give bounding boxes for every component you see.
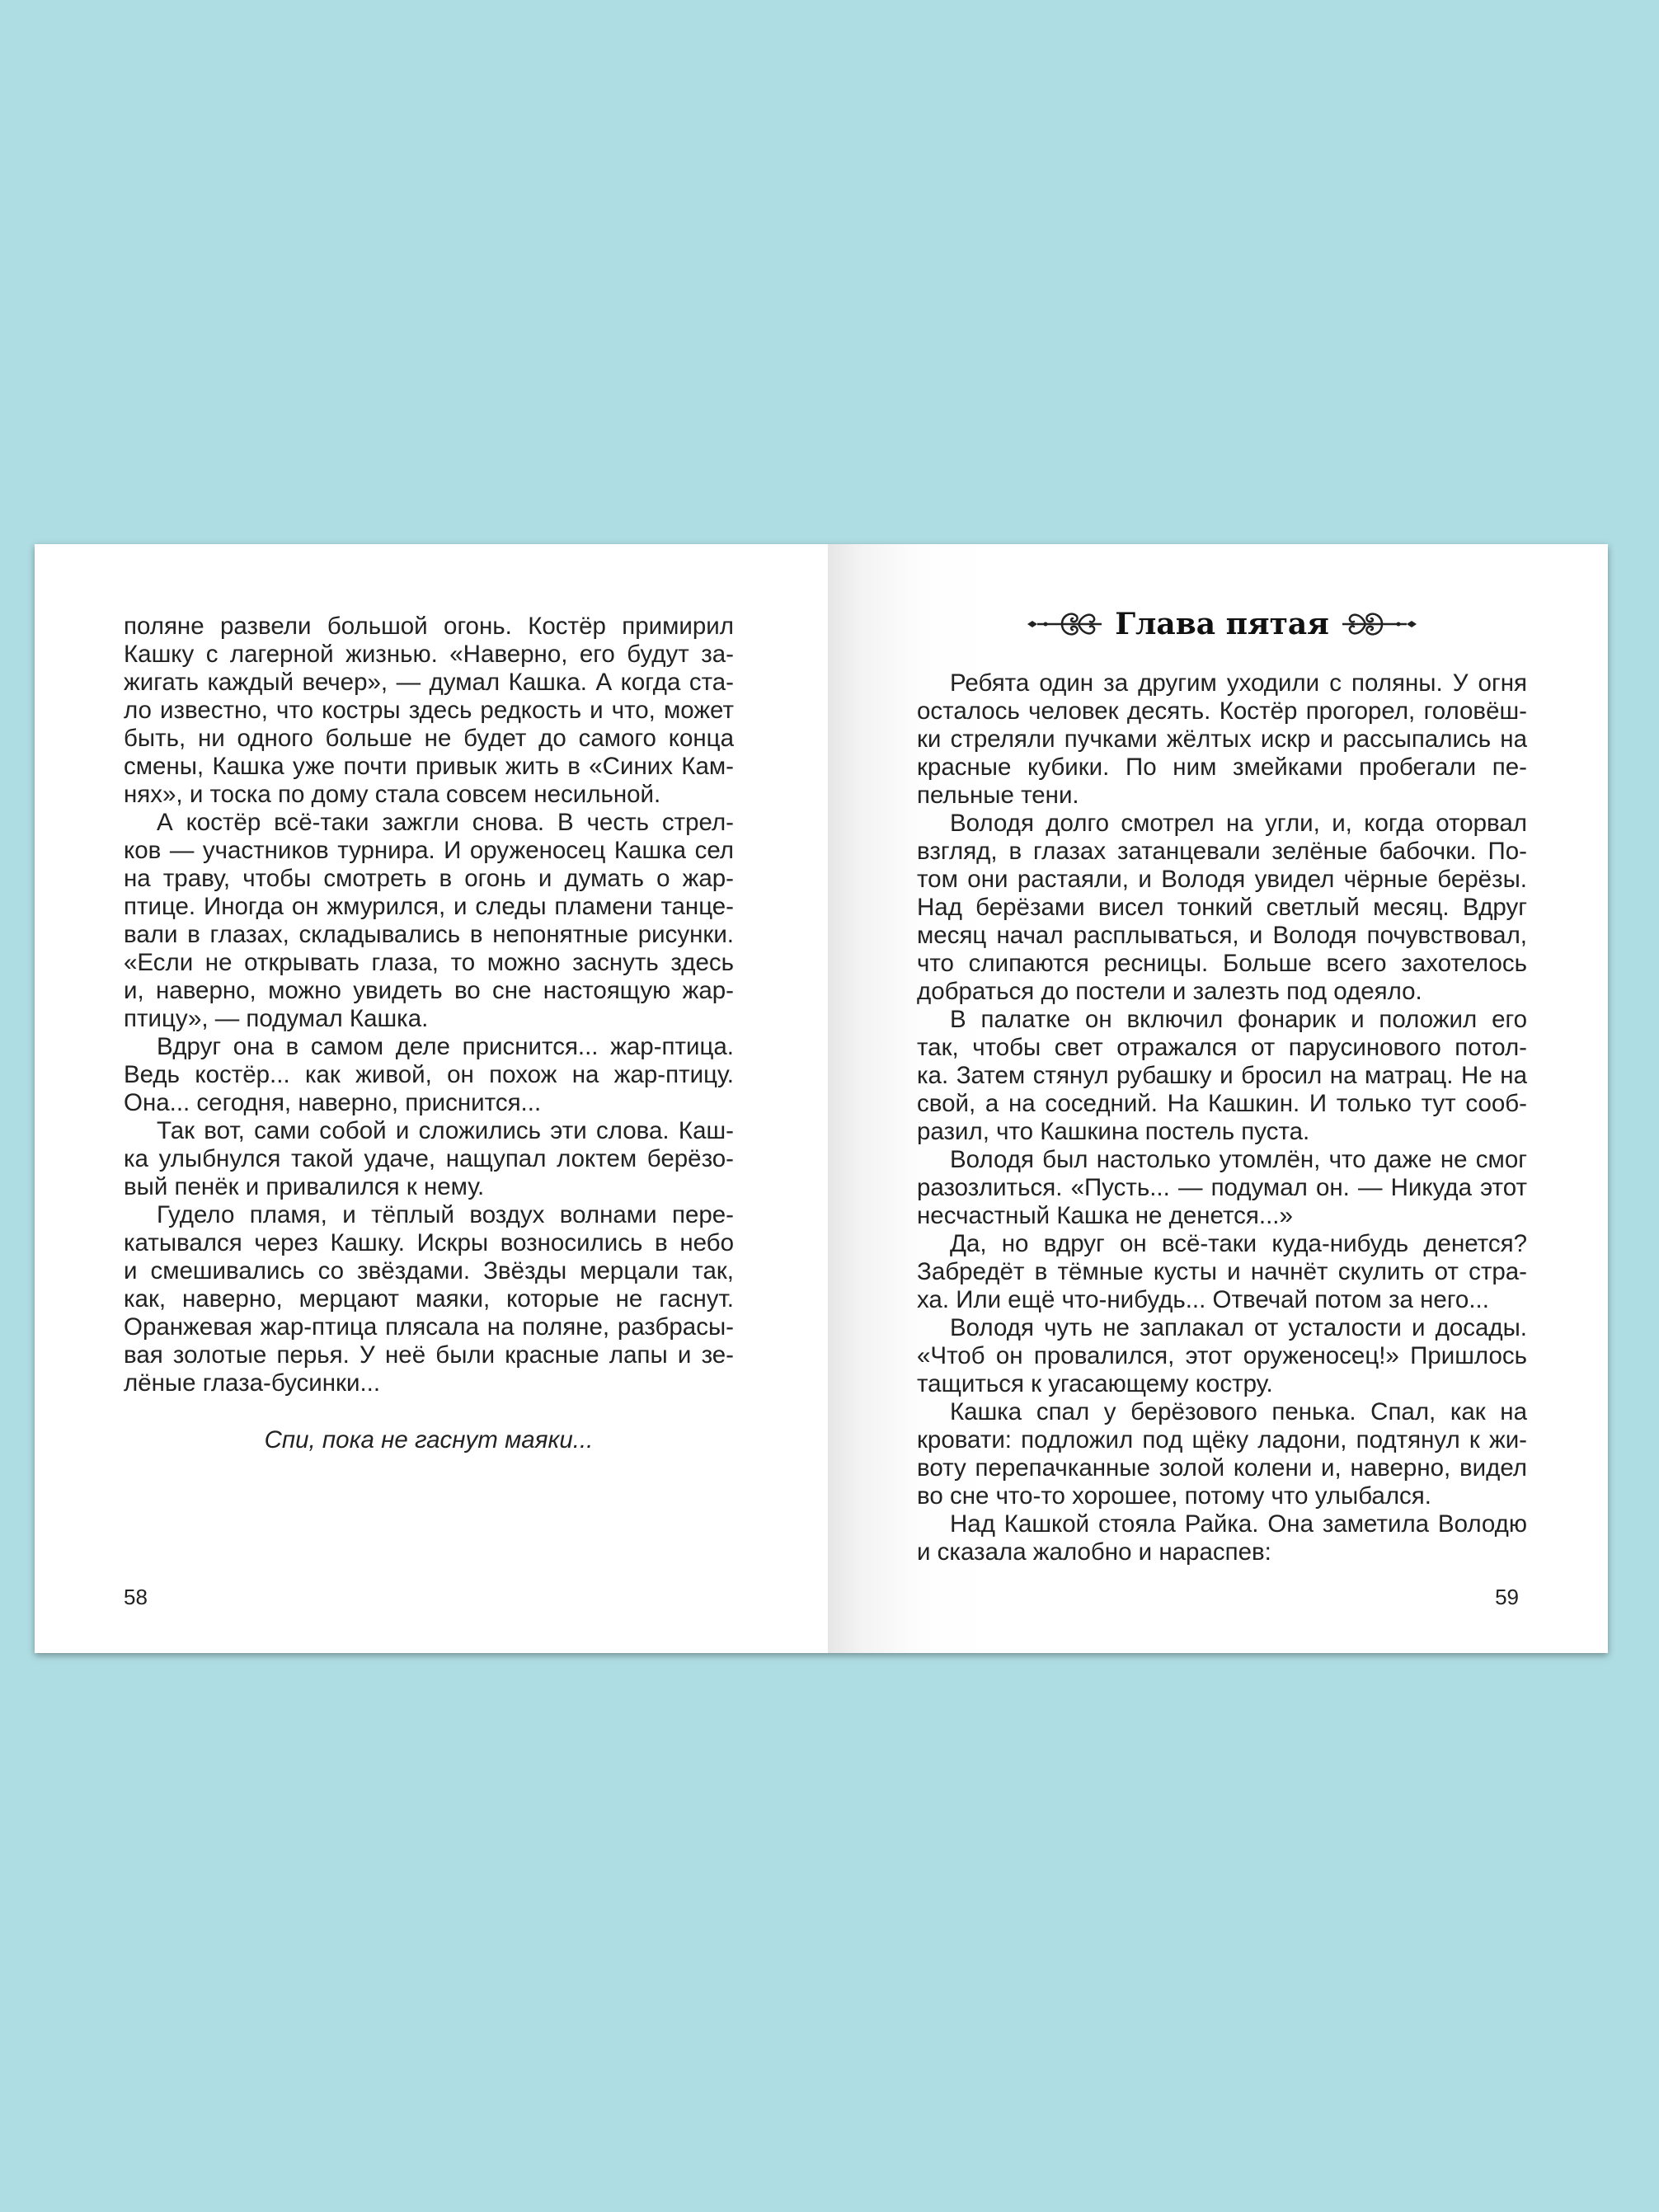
right-page <box>828 544 1608 1653</box>
text-line: нях», и тоска по дому стала совсем несильной. <box>124 781 661 808</box>
text-line: вый пенёк и привалился к нему. <box>124 1173 485 1200</box>
text-line: несчастный Кашка не денется...» <box>917 1202 1293 1229</box>
text-line: быть, ни одного больше не будет до самого конца <box>124 725 734 752</box>
text-line: пельные тени. <box>917 782 1079 809</box>
text-line: взгляд, в глазах затанцевали зелёные бабочки. По- <box>917 838 1527 865</box>
text-line: кровати: подложил под щёку ладони, подтянул к жи- <box>917 1426 1527 1454</box>
text-line: воту перепачканные золой колени и, наверно, видел <box>917 1454 1527 1482</box>
text-line: красные кубики. По ним змейками пробегали пе- <box>917 754 1527 781</box>
text-line: во сне что-то хорошее, потому что улыбался. <box>917 1482 1431 1510</box>
text-line: птицу», — подумал Кашка. <box>124 1005 429 1032</box>
text-line: «Если не открывать глаза, то можно заснуть здесь <box>124 949 734 976</box>
text-line: ка улыбнулся такой удаче, нащупал локтем берёзо- <box>124 1145 734 1172</box>
flourish-right-icon <box>1341 603 1420 645</box>
text-line: и, наверно, можно увидеть во сне настоящую жар- <box>124 977 734 1004</box>
text-line: Кашку с лагерной жизнью. «Наверно, его будут за- <box>124 641 734 668</box>
text-line: Кашка спал у берёзового пенька. Спал, как на <box>950 1398 1527 1425</box>
text-line: «Чтоб он провалился, этот оруженосец!» Пришлось <box>917 1342 1527 1369</box>
text-line: Оранжевая жар-птица плясала на поляне, разбрасы- <box>124 1313 734 1341</box>
text-line: поляне развели большой огонь. Костёр примирил <box>124 613 734 640</box>
right-page-text <box>917 669 1527 1566</box>
text-line: Над Кашкой стояла Райка. Она заметила Володю <box>950 1510 1527 1538</box>
text-line: Вдруг она в самом деле приснится... жар-птица. <box>157 1033 734 1060</box>
text-line: Забредёт в тёмные кусты и начнёт скулить от стра- <box>917 1258 1527 1285</box>
text-line: Она... сегодня, наверно, приснится... <box>124 1089 542 1116</box>
text-line: катывался через Кашку. Искры возносились в небо <box>124 1229 734 1256</box>
text-line: Володя был настолько утомлён, что даже не смог <box>950 1146 1527 1173</box>
text-line: птице. Иногда он жмурился, и следы пламени танце- <box>124 893 734 920</box>
text-line: разозлиться. «Пусть... — подумал он. — Никуда этот <box>917 1174 1527 1201</box>
text-line: месяц начал расплываться, и Володя почувствовал, <box>917 922 1527 949</box>
flourish-left-icon <box>1024 603 1103 645</box>
page-number-right: 59 <box>1495 1585 1519 1609</box>
text-line: так, чтобы свет отражался от парусинового потол- <box>917 1034 1527 1061</box>
text-line: на траву, чтобы смотреть в огонь и думать о жар- <box>124 865 734 892</box>
text-line: ков — участников турнира. И оруженосец Кашка сел <box>124 837 734 864</box>
text-line: Над берёзами висел тонкий светлый месяц. Вдруг <box>917 894 1527 921</box>
text-line: ка. Затем стянул рубашку и бросил на матрац. Не на <box>917 1062 1527 1089</box>
chapter-title: Глава пятая <box>1115 607 1329 641</box>
text-line: что слипаются ресницы. Больше всего захотелось <box>917 950 1527 977</box>
text-line: ха. Или ещё что-нибудь... Отвечай потом за него... <box>917 1286 1489 1313</box>
text-line: вали в глазах, складывались в непонятные рисунки. <box>124 921 734 948</box>
page-number-left: 58 <box>124 1585 148 1609</box>
text-line: Так вот, сами собой и сложились эти слова. Каш- <box>157 1117 734 1144</box>
text-line: Володя долго смотрел на угли, и, когда оторвал <box>950 810 1527 837</box>
text-line: лёные глаза-бусинки... <box>124 1369 381 1397</box>
chapter-heading <box>917 599 1527 649</box>
text-line: тащиться к угасающему костру. <box>917 1370 1273 1397</box>
book-spread <box>35 544 1608 1653</box>
text-line: жигать каждый вечер», — думал Кашка. А когда ста- <box>124 669 734 696</box>
left-page <box>35 544 828 1653</box>
text-line: ки стреляли пучками жёлтых искр и рассыпались на <box>917 726 1527 753</box>
text-line: осталось человек десять. Костёр прогорел, головёш- <box>917 697 1527 725</box>
text-line: вая золотые перья. У неё были красные лапы и зе- <box>124 1341 734 1369</box>
text-line: как, наверно, мерцают маяки, которые не гаснут. <box>124 1285 734 1313</box>
text-line: и сказала жалобно и нараспев: <box>917 1538 1271 1566</box>
left-page-text <box>124 613 734 1397</box>
text-line: Ведь костёр... как живой, он похож на жар-птицу. <box>124 1061 734 1088</box>
text-line: А костёр всё-таки зажгли снова. В честь стрел- <box>157 809 734 836</box>
text-line: свой, а на соседний. На Кашкин. И только тут сооб- <box>917 1090 1527 1117</box>
text-line: Да, но вдруг он всё-таки куда-нибудь денется? <box>950 1230 1527 1257</box>
text-line: и смешивались со звёздами. Звёзды мерцали так, <box>124 1257 734 1284</box>
epigraph: Спи, пока не гаснут маяки... <box>264 1426 594 1454</box>
text-line: Володя чуть не заплакал от усталости и досады. <box>950 1314 1527 1341</box>
text-line: Гудело пламя, и тёплый воздух волнами пере- <box>157 1201 734 1228</box>
text-line: ло известно, что костры здесь редкость и что, может <box>124 697 734 724</box>
text-line: том они растаяли, и Володя увидел чёрные берёзы. <box>917 866 1527 893</box>
text-line: В палатке он включил фонарик и положил его <box>950 1006 1527 1033</box>
text-line: разил, что Кашкина постель пуста. <box>917 1118 1310 1145</box>
text-line: Ребята один за другим уходили с поляны. У огня <box>950 669 1527 697</box>
text-line: добраться до постели и залезть под одеяло. <box>917 978 1422 1005</box>
text-line: смены, Кашка уже почти привык жить в «Синих Кам- <box>124 753 734 780</box>
